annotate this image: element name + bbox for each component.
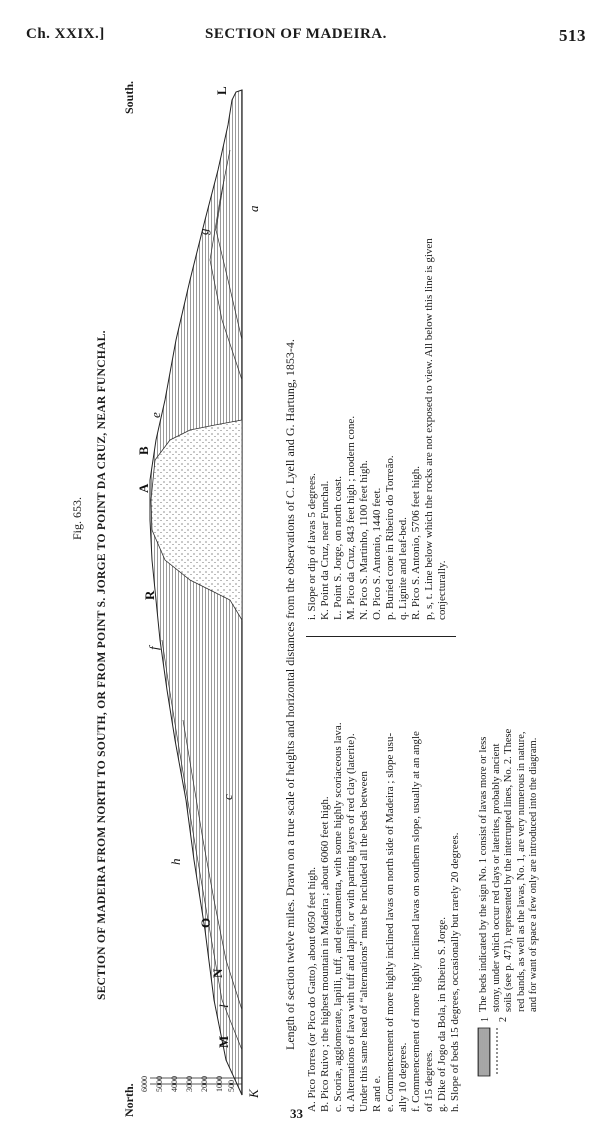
figure-number: Fig. 653. (70, 496, 84, 540)
legend-item: K. Point da Cruz, near Funchal. (319, 480, 331, 620)
legend-item: O. Pico S. Antonio, 1440 feet. (371, 487, 383, 620)
legend-item: conjecturally. (436, 560, 448, 620)
legend-item: d. Alternations of lava with tuff and lapilli, or with parting layers of red clay (laterite). (345, 733, 357, 1112)
label-M: M (216, 1035, 231, 1048)
running-title: SECTION OF MADEIRA. (205, 26, 387, 42)
label-f: f (146, 646, 161, 650)
label-l: l (216, 1004, 231, 1008)
label-e: e (148, 412, 163, 418)
legend-item: h. Slope of beds 15 degrees, occasionally but rarely 20 degrees. (449, 832, 461, 1112)
label-g: g (196, 228, 211, 235)
scale-tick-2000: 2000 (200, 1076, 209, 1092)
legend-item: e. Commencement of more highly inclined lavas on north side of Madeira ; slope usu- (384, 732, 396, 1112)
note-line: red bands, as well as the lavas, No. 1, are very numerous in nature, (515, 731, 527, 1012)
scale-tick-500: 500 (227, 1080, 236, 1092)
scale-tick-3000: 3000 (185, 1076, 194, 1092)
legend-divider (306, 636, 456, 637)
note-line: and for want of space a few only are introduced into the diagram. (528, 737, 539, 1012)
legend-item: ally 10 degrees. (397, 1042, 409, 1112)
note-paragraph (478, 729, 541, 1012)
note-line: stony, under which occur red clays or laterites, probably ancient (490, 743, 502, 1012)
label-c: c (220, 794, 235, 800)
legend-left (306, 722, 462, 1112)
label-a: a (246, 205, 261, 212)
label-B: B (136, 446, 151, 455)
legend-item: p, s, t. Line below which the rocks are not exposed to view. All below this line is given (423, 238, 435, 620)
key-label-2: 2 (498, 1017, 509, 1022)
legend-item: M. Pico da Cruz, 843 feet high ; modern cone. (345, 415, 357, 620)
label-h: h (168, 858, 183, 865)
note-line: soils (see p. 471), represented by the interrupted lines, No. 2. These (503, 728, 514, 1012)
label-O: O (198, 917, 213, 928)
scale-tick-1000: 1000 (215, 1076, 224, 1092)
north-label: North. (122, 1083, 136, 1117)
label-L: L (214, 86, 229, 95)
key-label-1: 1 (480, 1017, 491, 1022)
legend-item: A. Pico Torres (or Pico do Gatto), about 6050 feet high. (306, 867, 318, 1112)
legend-item: R and e. (371, 1075, 383, 1112)
label-K: K (246, 1089, 261, 1098)
key-sign-1 (478, 1028, 490, 1076)
scale-tick-4000: 4000 (170, 1076, 179, 1092)
legend-item: Under this same head of “alternations” must be included all the beds between (358, 771, 370, 1112)
label-A: A (136, 483, 151, 493)
scale-tick-5000: 5000 (155, 1076, 164, 1092)
south-label: South. (122, 80, 136, 114)
legend-item: L. Point S. Jorge, on north coast. (332, 475, 344, 620)
label-N: N (210, 968, 225, 978)
signature-mark: 33 (290, 1106, 303, 1121)
figure-title: SECTION OF MADEIRA FROM NORTH TO SOUTH, OR FROM POINT S. JORGE TO POINT DA CRUZ, NEAR FUNCHAL. (96, 330, 108, 1000)
source-line: Length of section twelve miles. Drawn on a true scale of heights and horizontal distances from the observations of C. Lyell and G. Hartung, 1853-4. (283, 339, 297, 1050)
legend-item: i. Slope or dip of lavas 5 degrees. (306, 473, 318, 620)
scale-tick-6000: 6000 (140, 1076, 149, 1092)
label-R: R (142, 590, 157, 600)
note-line: The beds indicated by the sign No. 1 consist of lavas more or less (478, 736, 489, 1012)
chapter-header: Ch. XXIX.] (26, 26, 105, 42)
legend-item: c. Scoriæ, agglomerate, lapilli, tuff, and ejectamenta, with some highly scoriaceous lava. (332, 722, 344, 1112)
legend-item: N. Pico S. Martinho, 1100 feet high. (358, 460, 370, 620)
legend-item: B. Pico Ruivo ; the highest mountain in Madeira ; about 6060 feet high. (319, 796, 331, 1112)
legend-item: R. Pico S. Antonio, 5706 feet high. (410, 466, 422, 620)
legend-item: q. Lignite and leaf-bed. (397, 517, 409, 620)
legend-item: p. Buried cone in Ribeiro do Torreão. (384, 455, 396, 620)
legend-item: of 15 degrees. (423, 1049, 435, 1112)
legend-item: f. Commencement of more highly inclined lavas on southern slope, usually at an angle (410, 731, 422, 1112)
legend-right (306, 238, 449, 620)
page-number: 513 (559, 26, 586, 45)
legend-item: g. Dike of Jogo da Bola, in Ribeiro S. Jorge. (436, 916, 448, 1112)
